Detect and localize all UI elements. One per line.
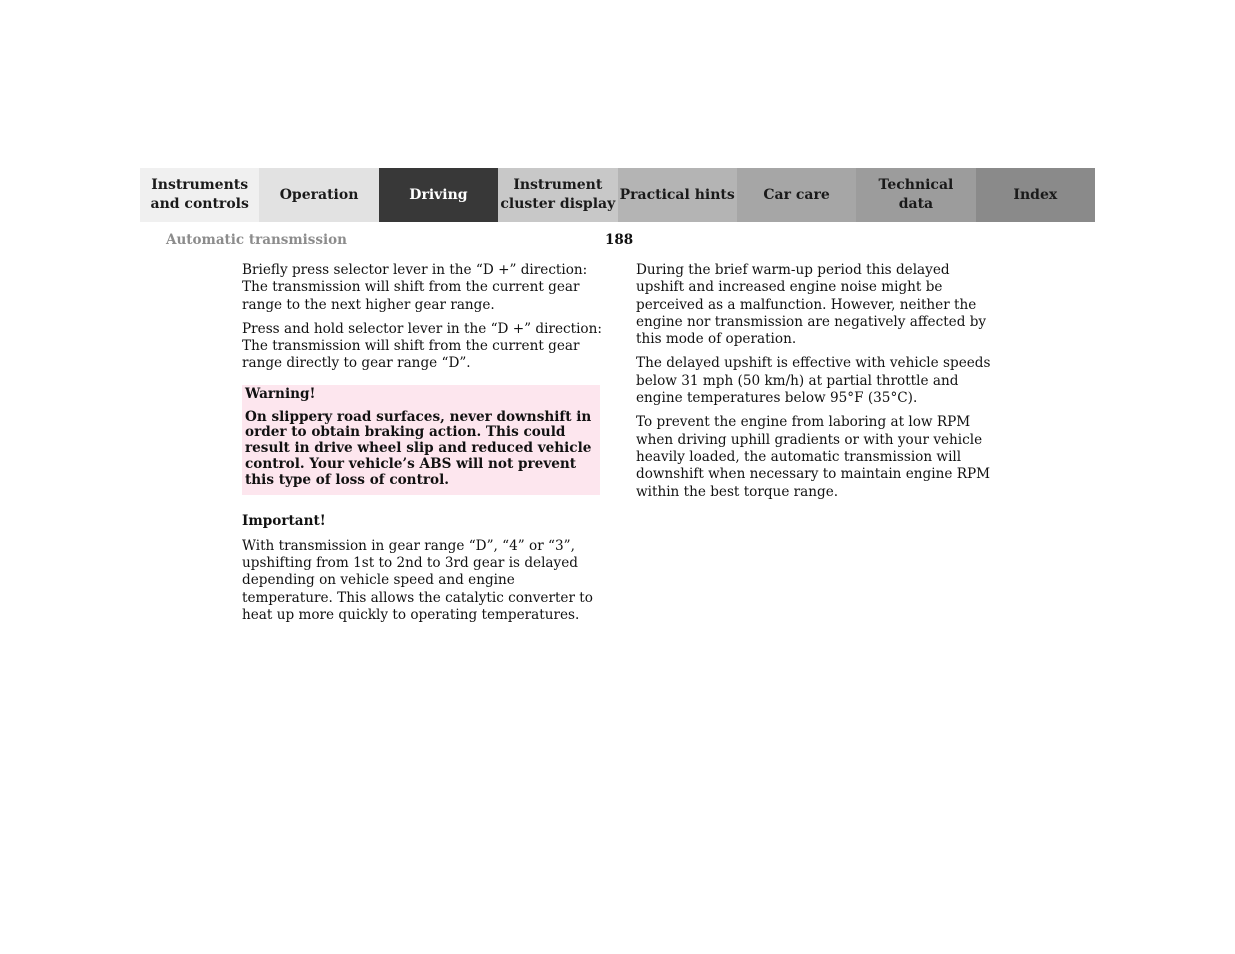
tab-car-care[interactable]	[737, 168, 856, 222]
paragraph: During the brief warm-up period this delayed upshift and increased engine noise might be perceived as a malfunction. However, neither the engine nor transmission are negatively affected by this mode of operation.	[636, 262, 987, 348]
warning-box	[242, 385, 600, 495]
tab-practical-hints[interactable]	[618, 168, 737, 222]
warning-text: On slippery road surfaces, never downshift in order to obtain braking action. This could result in drive wheel slip and reduced vehicle control. Your vehicle’s ABS will not prevent this type of loss of control.	[245, 408, 592, 488]
left-column	[242, 262, 602, 631]
warning-title: Warning!	[245, 385, 316, 402]
tab-label: Technical data	[878, 177, 954, 212]
section-title: Automatic transmission	[166, 232, 347, 248]
paragraph: With transmission in gear range “D”, “4” or “3”, upshifting from 1st to 2nd to 3rd gear is delayed depending on vehicle speed and engine temperature. This allows the catalytic converter to heat up more quickly to operating temperatures.	[242, 537, 593, 624]
paragraph: Press and hold selector lever in the “D +” direction: The transmission will shift from the current gear range directly to gear range “D”.	[242, 320, 602, 372]
tab-label: Instruments and controls	[150, 177, 249, 212]
paragraph: Briefly press selector lever in the “D +” direction: The transmission will shift from the current gear range to the next higher gear range.	[242, 262, 588, 313]
chapter-tab-bar	[140, 168, 1095, 222]
right-column	[636, 262, 996, 508]
tab-driving[interactable]	[379, 168, 498, 222]
tab-label: Index	[1013, 186, 1058, 203]
tab-label: Car care	[763, 186, 830, 203]
tab-operation[interactable]	[259, 168, 378, 222]
tab-label: Operation	[279, 186, 359, 203]
page-header	[166, 232, 1095, 252]
tab-label: Instrument cluster display	[500, 177, 616, 212]
tab-label: Practical hints	[619, 186, 735, 203]
page-number: 188	[605, 232, 634, 248]
tab-index[interactable]	[976, 168, 1095, 222]
tab-label: Driving	[409, 186, 468, 203]
tab-instrument-cluster-display[interactable]	[498, 168, 617, 222]
paragraph: The delayed upshift is effective with vehicle speeds below 31 mph (50 km/h) at partial throttle and engine temperatures below 95°F (35°C).	[636, 355, 991, 407]
paragraph: To prevent the engine from laboring at low RPM when driving uphill gradients or with your vehicle heavily loaded, the automatic transmission will downshift when necessary to maintain engine RPM within the best torque range.	[636, 414, 991, 500]
tab-instruments-and-controls[interactable]	[140, 168, 259, 222]
tab-technical-data[interactable]	[856, 168, 975, 222]
important-heading: Important!	[242, 512, 326, 529]
